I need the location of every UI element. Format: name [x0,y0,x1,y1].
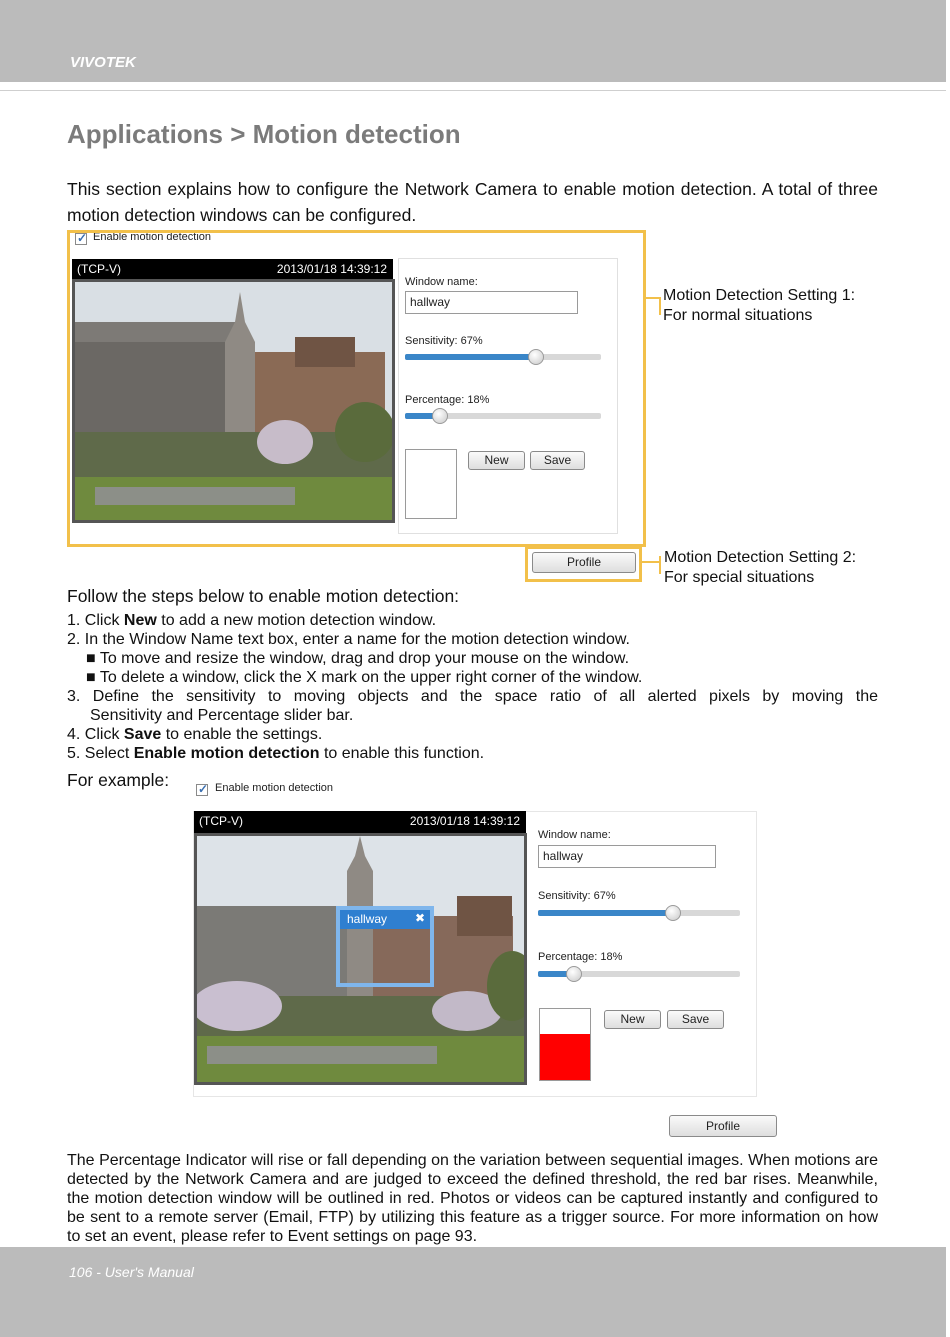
example-percentage-label: Percentage: 18% [538,951,623,963]
enable-motion-label: Enable motion detection [93,231,212,243]
example-window-name-input[interactable]: hallway [538,845,716,868]
callout1-connector [646,297,660,299]
new-button[interactable]: New [468,451,525,470]
campus-scene-image [75,282,392,520]
motion-window-name: hallway [347,912,388,926]
callout-setting1 [663,286,855,326]
example-indicator-level-bar [540,1034,590,1080]
camera-name: (TCP-V) [77,262,121,276]
intro-paragraph: This section explains how to configure the Network Camera to enable motion detection. A total of three motion detection windows can be configured. [67,179,878,225]
header-divider [0,90,946,91]
callout-setting1-line1: Motion Detection Setting 1: [663,287,856,304]
camera-timestamp: 2013/01/18 14:39:12 [276,262,387,276]
step-5-bold: Enable motion detection [133,745,320,762]
callout1-connector-vertical [659,297,661,315]
step-4-post: to enable the settings. [161,726,323,743]
save-button[interactable]: Save [530,451,585,470]
example-camera-timestamp: 2013/01/18 14:39:12 [409,814,520,828]
motion-detection-window[interactable] [336,906,434,987]
step-3-line1: 3. Define the sensitivity to moving objects and the space ratio of all alerted pixels by moving the [67,688,878,705]
callout-setting1-line2: For normal situations [663,307,813,324]
close-icon[interactable]: ✖ [414,911,425,925]
step-2-bullet-b: ■ To delete a window, click the X mark on the upper right corner of the window. [86,669,643,686]
step-5 [67,744,878,763]
brand-logo: VIVOTEK [70,54,136,71]
step-4 [67,725,878,744]
percentage-indicator-description: The Percentage Indicator will rise or fall depending on the variation between sequential images. When motions are detected by the Network Camera and are judged to exceed the defined threshold, the red bar rises. Meanwhile, the motion detection window will be outlined in red. Photos or videos can be captured instantly and configured to be sent to a remote server (Email, FTP) by utilizing this feature as a trigger source. For more information on how to set an event, please refer to Event settings on page 93. [67,1152,878,1245]
window-name-input[interactable]: hallway [405,291,578,314]
example-save-button[interactable]: Save [667,1010,724,1029]
example-window-name-label: Window name: [538,829,611,841]
motion-window-title-bar[interactable] [340,910,430,929]
percentage-slider-knob[interactable] [432,408,448,424]
example-sensitivity-fill [538,910,673,916]
step-1-post: to add a new motion detection window. [156,612,437,629]
example-label: For example: [67,770,170,790]
example-enable-motion-checkbox[interactable] [196,784,208,796]
sensitivity-track [405,354,601,360]
step-2-bullet-a: ■ To move and resize the window, drag and drop your mouse on the window. [86,650,630,667]
percentage-indicator [405,449,457,519]
footer-page-number: 106 - User's Manual [69,1264,194,1280]
example-percentage-indicator [539,1008,591,1081]
step-5-post: to enable this function. [319,745,485,762]
step-1-bold: New [123,612,157,629]
sensitivity-label: Sensitivity: 67% [405,335,483,347]
example-percentage-slider-knob[interactable] [566,966,582,982]
example-sensitivity-slider-knob[interactable] [665,905,681,921]
sensitivity-slider-knob[interactable] [528,349,544,365]
window-name-label: Window name: [405,276,478,288]
page-footer-band [0,1247,946,1337]
callout-setting2 [664,548,856,588]
step-4-pre: 4. Click [67,726,124,743]
example-new-button[interactable]: New [604,1010,661,1029]
callout2-connector [642,561,660,563]
example-sensitivity-track [538,910,740,916]
callout-setting2-line2: For special situations [664,569,815,586]
step-2: 2. In the Window Name text box, enter a name for the motion detection window. [67,631,630,648]
callout2-connector-vertical [659,556,661,574]
camera-live-view[interactable] [72,279,395,523]
camera-title-bar [72,259,393,279]
step-1 [67,611,878,630]
page-title: Applications > Motion detection [67,119,461,149]
step-1-pre: 1. Click [67,612,124,629]
step-4-bold: Save [123,726,162,743]
example-enable-motion-label: Enable motion detection [215,782,334,794]
callout-setting2-line1: Motion Detection Setting 2: [664,549,857,566]
step-5-pre: 5. Select [67,745,134,762]
step-3-line2: Sensitivity and Percentage slider bar. [90,707,354,724]
sensitivity-fill [405,354,536,360]
example-camera-name: (TCP-V) [199,814,243,828]
example-profile-button[interactable]: Profile [669,1115,777,1137]
example-camera-title-bar [194,811,526,833]
profile-button[interactable]: Profile [532,552,636,573]
percentage-label: Percentage: 18% [405,394,490,406]
example-sensitivity-label: Sensitivity: 67% [538,890,616,902]
steps-heading: Follow the steps below to enable motion detection: [67,586,460,606]
page-header-band [0,0,946,82]
